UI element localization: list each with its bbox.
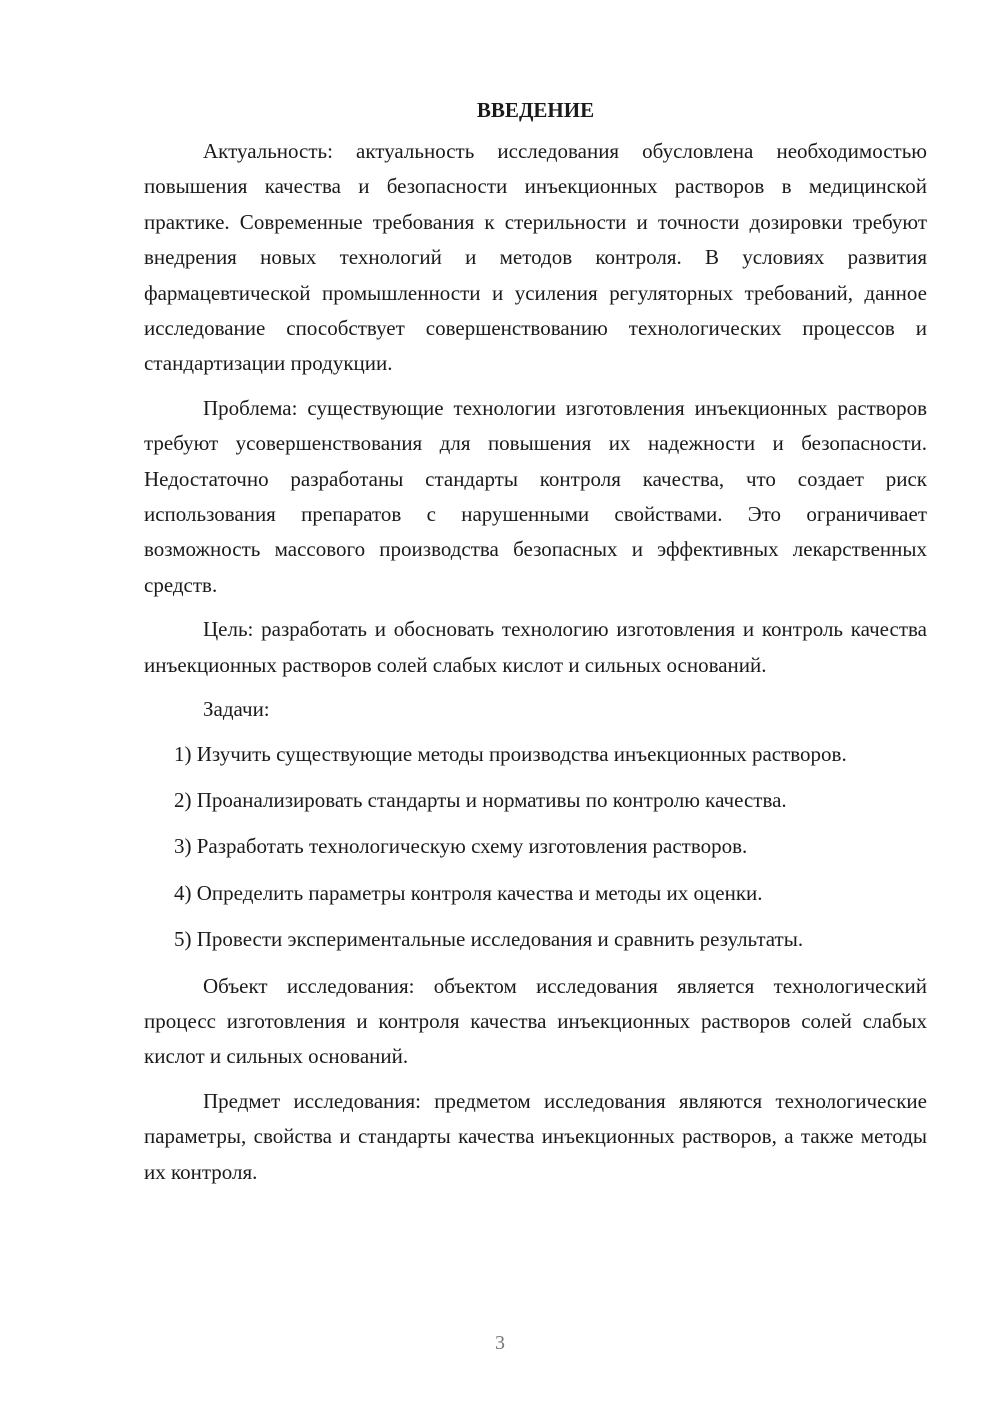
object-paragraph: Объект исследования: объектом исследования является технологический процесс изготовления и контроля качества инъекционных растворов солей слабых кислот и сильных оснований. xyxy=(144,973,927,1069)
task-item-1: 1) Изучить существующие методы производства инъекционных растворов. xyxy=(174,741,847,766)
task-item-4: 4) Определить параметры контроля качества и методы их оценки. xyxy=(174,880,763,905)
goal-paragraph: Цель: разработать и обосновать технологию изготовления и контроль качества инъекционных растворов солей слабых кислот и сильных оснований. xyxy=(144,617,927,677)
task-item-2: 2) Проанализировать стандарты и нормативы по контролю качества. xyxy=(174,787,787,812)
problem-paragraph: Проблема: существующие технологии изготовления инъекционных растворов требуют усовершенствования для повышения их надежности и безопасности. Недостаточно разработаны стандарты контроля качества, что создает риск использования препаратов с нарушенными свойствами. Это ограничивает возможность массового производства безопасных и эффективных лекарственных средств. xyxy=(144,395,927,597)
page-title: ВВЕДЕНИЕ xyxy=(476,98,595,122)
tasks-label: Задачи: xyxy=(203,697,270,722)
subject-paragraph: Предмет исследования: предметом исследования являются технологические параметры, свойства и стандарты качества инъекционных растворов, а также методы их контроля. xyxy=(144,1088,927,1184)
task-item-3: 3) Разработать технологическую схему изготовления растворов. xyxy=(174,834,748,859)
relevance-paragraph: Актуальность: актуальность исследования обусловлена необходимостью повышения качества и безопасности инъекционных растворов в медицинской практике. Современные требования к стерильности и точности дозировки требуют внедрения новых технологий и методов контроля. В условиях развития фармацевтической промышленности и усиления регуляторных требований, данное исследование способствует совершенствованию технологических процессов и стандартизации продукции. xyxy=(144,139,927,376)
page-number: 3 xyxy=(495,1332,505,1354)
task-item-5: 5) Провести экспериментальные исследования и сравнить результаты. xyxy=(174,927,804,952)
page-body xyxy=(144,92,927,1199)
